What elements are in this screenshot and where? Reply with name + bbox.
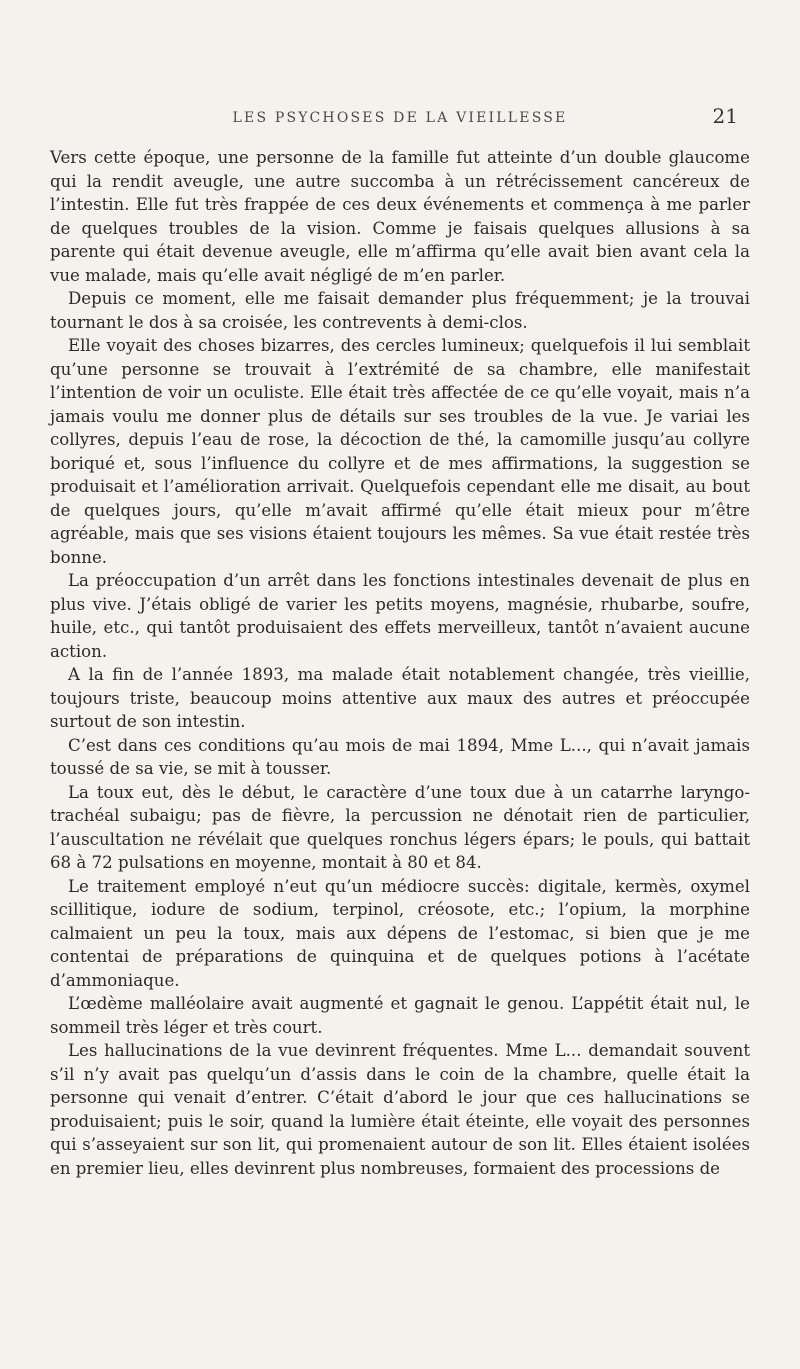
page-number: 21 <box>712 104 738 128</box>
paragraph: Depuis ce moment, elle me faisait demander plus fréquemment; je la trouvai tournant le dos à sa croisée, les contrevents à demi-clos. <box>50 289 750 332</box>
running-title: LES PSYCHOSES DE LA VIEILLESSE <box>232 110 568 126</box>
running-header <box>50 100 750 140</box>
paragraph: C’est dans ces conditions qu’au mois de mai 1894, Mme L..., qui n’avait jamais toussé de sa vie, se mit à tousser. <box>50 735 750 778</box>
body-text <box>50 146 750 1180</box>
paragraph: Les hallucinations de la vue devinrent fréquentes. Mme L... demandait souvent s’il n’y avait pas quelqu’un d’assis dans le coin de la chambre, quelle était la personne qui venait d’entrer. C’était d’abord le jour que ces hallucinations se produisaient; puis le soir, quand la lumière était éteinte, elle voyait des personnes qui s’asseyaient sur son lit, qui promenaient autour de son lit. Elles étaient isolées en premier lieu, elles devinrent plus nombreuses, formaient des processions de <box>50 1041 750 1178</box>
paragraph: La préoccupation d’un arrêt dans les fonctions intestinales devenait de plus en plus vive. J’étais obligé de varier les petits moyens, magnésie, rhubarbe, soufre, huile, etc., qui tantôt produisaient des effets merveilleux, tantôt n’avaient aucune action. <box>50 571 750 661</box>
book-page <box>50 100 750 1180</box>
paragraph: Elle voyait des choses bizarres, des cercles lumineux; quelquefois il lui semblait qu’une personne se trouvait à l’extrémité de sa chambre, elle manifestait l’intention de voir un oculiste. Elle était très affectée de ce qu’elle voyait, mais n’a jamais voulu me donner plus de détails sur ses troubles de la vue. Je variai les collyres, depuis l’eau de rose, la décoction de thé, la camomille jusqu’au collyre boriqué et, sous l’influence du collyre et de mes affirmations, la suggestion se produisait et l’amélioration arrivait. Quelquefois cependant elle me disait, au bout de quelques jours, qu’elle m’avait affirmé qu’elle était mieux pour m’être agréable, mais que ses visions étaient toujours les mêmes. Sa vue était restée très bonne. <box>50 336 750 567</box>
paragraph: Vers cette époque, une personne de la famille fut atteinte d’un double glaucome qui la rendit aveugle, une autre succomba à un rétrécissement cancéreux de l’intestin. Elle fut très frappée de ces deux événements et commença à me parler de quelques troubles de la vision. Comme je faisais quelques allusions à sa parente qui était devenue aveugle, elle m’affirma qu’elle avait bien avant cela la vue malade, mais qu’elle avait négligé de m’en parler. <box>50 148 750 285</box>
paragraph: La toux eut, dès le début, le caractère d’une toux due à un catarrhe laryngo-trachéal subaigu; pas de fièvre, la percussion ne dénotait rien de particulier, l’auscultation ne révélait que quelques ronchus légers épars; le pouls, qui battait 68 à 72 pulsations en moyenne, montait à 80 et 84. <box>50 782 750 872</box>
paragraph: Le traitement employé n’eut qu’un médiocre succès: digitale, kermès, oxymel scillitique, iodure de sodium, terpinol, créosote, etc.; l’opium, la morphine calmaient un peu la toux, mais aux dépens de l’estomac, si bien que je me contentai de préparations de quinquina et de quelques potions à l’acétate d’ammoniaque. <box>50 876 750 990</box>
paragraph: L’œdème malléolaire avait augmenté et gagnait le genou. L’appétit était nul, le sommeil très léger et très court. <box>50 994 750 1037</box>
paragraph: A la fin de l’année 1893, ma malade était notablement changée, très vieillie, toujours triste, beaucoup moins attentive aux maux des autres et préoccupée surtout de son intestin. <box>50 665 750 731</box>
